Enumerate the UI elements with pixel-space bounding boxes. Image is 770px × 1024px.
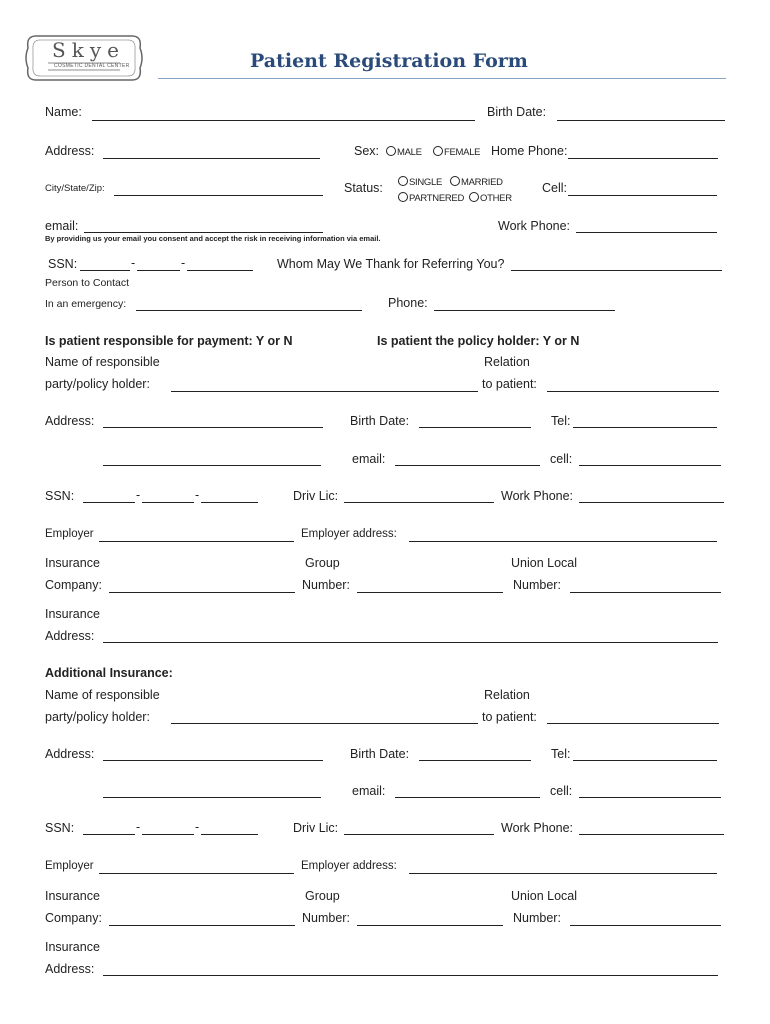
resp-group-number-field[interactable] [357,592,503,593]
responsible-name-field[interactable] [171,391,478,392]
page-title: Patient Registration Form [250,50,528,72]
ssn-dash: - [181,256,186,270]
additional-insurance-heading: Additional Insurance: [45,666,173,680]
resp-ssn-part1[interactable] [83,502,135,503]
add-email-label: email: [352,784,386,798]
city-state-zip-label: City/State/Zip: [45,183,105,194]
resp-union-number-label: Number: [513,578,561,592]
ssn-field-part3[interactable] [187,270,253,271]
resp-email-label: email: [352,452,386,466]
logo-subtext: COSMETIC DENTAL CENTER [54,63,130,69]
male-label: MALE [397,147,422,158]
email-field[interactable] [84,232,323,233]
other-label: OTHER [480,193,512,204]
add-employer-address-label: Employer address: [301,860,397,872]
add-ssn-part2[interactable] [142,834,194,835]
resp-ssn-label: SSN: [45,489,75,503]
resp-employer-field[interactable] [99,541,294,542]
responsible-name-label-2: party/policy holder: [45,377,150,391]
resp-cell-label: cell: [550,452,573,466]
female-label: FEMALE [444,147,481,158]
relation-label: Relation [484,355,530,369]
resp-group-label: Group [305,556,340,570]
emergency-contact-label: Person to Contact [45,277,130,289]
work-phone-field[interactable] [576,232,717,233]
ssn-dash: - [136,488,141,502]
add-insurance-label: Insurance [45,889,100,903]
add-insurance-address-field[interactable] [103,975,718,976]
add-employer-field[interactable] [99,873,294,874]
resp-tel-label: Tel: [551,414,571,428]
add-relation-field[interactable] [547,723,719,724]
radio-icon [433,146,443,156]
title-divider [158,78,726,79]
add-tel-label: Tel: [551,747,571,761]
relation-label-2: to patient: [482,377,537,391]
add-ssn-part3[interactable] [201,834,258,835]
add-address-field[interactable] [103,760,323,761]
city-state-zip-field[interactable] [114,195,323,196]
home-phone-label: Home Phone: [491,144,568,158]
radio-icon [469,192,479,202]
resp-work-phone-field[interactable] [579,502,724,503]
resp-insurance-label: Insurance [45,556,100,570]
status-partnered-option[interactable] [398,192,464,204]
radio-icon [450,176,460,186]
ssn-dash: - [131,256,136,270]
resp-address-field-2[interactable] [103,465,321,466]
status-single-option[interactable] [398,176,442,188]
resp-address-label: Address: [45,414,95,428]
referral-label: Whom May We Thank for Referring You? [277,257,505,271]
resp-work-phone-label: Work Phone: [501,489,574,503]
birth-date-field[interactable] [557,120,725,121]
add-union-number-label: Number: [513,911,561,925]
resp-insurance-address-field[interactable] [103,642,718,643]
ssn-dash: - [136,820,141,834]
work-phone-label: Work Phone: [498,219,571,233]
add-responsible-name-label: Name of responsible [45,688,160,702]
cell-field[interactable] [568,195,717,196]
sex-female-option[interactable] [433,146,480,158]
married-label: MARRIED [461,177,503,188]
resp-employer-address-label: Employer address: [301,528,397,540]
add-ssn-part1[interactable] [83,834,135,835]
ssn-dash: - [195,488,200,502]
resp-insurance-address-label-2: Address: [45,629,95,643]
ssn-field-part1[interactable] [80,270,130,271]
address-field[interactable] [103,158,320,159]
add-birth-date-label: Birth Date: [350,747,410,761]
add-group-label: Group [305,889,340,903]
add-insurance-address-label-2: Address: [45,962,95,976]
add-employer-label: Employer [45,860,94,872]
status-married-option[interactable] [450,176,503,188]
home-phone-field[interactable] [568,158,718,159]
resp-insurance-company-label: Company: [45,578,102,592]
resp-insurance-company-field[interactable] [109,592,295,593]
resp-employer-address-field[interactable] [409,541,717,542]
cell-label: Cell: [542,181,568,195]
add-birth-date-field[interactable] [419,760,531,761]
add-cell-field[interactable] [579,797,721,798]
radio-icon [398,192,408,202]
resp-birth-date-label: Birth Date: [350,414,410,428]
emergency-contact-field[interactable] [136,310,362,311]
relation-field[interactable] [547,391,719,392]
add-insurance-address-label: Insurance [45,940,100,954]
resp-tel-field[interactable] [573,427,717,428]
status-other-option[interactable] [469,192,512,204]
sex-male-option[interactable] [386,146,422,158]
add-driv-lic-label: Driv Lic: [293,821,339,835]
partnered-label: PARTNERED [409,193,465,204]
logo [22,28,146,88]
add-cell-label: cell: [550,784,573,798]
add-employer-address-field[interactable] [409,873,717,874]
add-work-phone-label: Work Phone: [501,821,574,835]
emergency-phone-field[interactable] [434,310,615,311]
resp-ssn-part2[interactable] [142,502,194,503]
add-tel-field[interactable] [573,760,717,761]
referral-field[interactable] [511,270,722,271]
add-responsible-name-label-2: party/policy holder: [45,710,150,724]
add-union-number-field[interactable] [570,925,721,926]
resp-ssn-part3[interactable] [201,502,258,503]
email-consent-note: By providing us your email you consent and accept the risk in receiving information via email. [45,234,381,243]
resp-insurance-address-label: Insurance [45,607,100,621]
add-insurance-company-label: Company: [45,911,102,925]
emergency-contact-label-2: In an emergency: [45,298,127,310]
add-ssn-label: SSN: [45,821,75,835]
add-group-number-field[interactable] [357,925,503,926]
policy-holder-question: Is patient the policy holder: Y or N [377,334,580,348]
add-responsible-name-field[interactable] [171,723,478,724]
resp-driv-lic-field[interactable] [344,502,494,503]
radio-icon [386,146,396,156]
ssn-dash: - [195,820,200,834]
add-address-field-2[interactable] [103,797,321,798]
add-work-phone-field[interactable] [579,834,724,835]
radio-icon [398,176,408,186]
ssn-field-part2[interactable] [137,270,180,271]
resp-group-number-label: Number: [302,578,350,592]
resp-email-field[interactable] [395,465,540,466]
resp-union-label: Union Local [511,556,578,570]
payment-responsibility-question: Is patient responsible for payment: Y or N [45,334,293,348]
resp-cell-field[interactable] [579,465,721,466]
name-field[interactable] [92,120,475,121]
add-group-number-label: Number: [302,911,350,925]
sex-label: Sex: [354,144,380,158]
add-email-field[interactable] [395,797,540,798]
add-insurance-company-field[interactable] [109,925,295,926]
logo-text: Skye [52,38,125,62]
resp-employer-label: Employer [45,528,94,540]
birth-date-label: Birth Date: [487,105,547,119]
status-label: Status: [344,181,383,195]
resp-birth-date-field[interactable] [419,427,531,428]
responsible-name-label: Name of responsible [45,355,160,369]
add-address-label: Address: [45,747,95,761]
address-label: Address: [45,144,95,158]
resp-union-number-field[interactable] [570,592,721,593]
emergency-phone-label: Phone: [388,296,428,310]
add-driv-lic-field[interactable] [344,834,494,835]
email-label: email: [45,219,79,233]
single-label: SINGLE [409,177,443,188]
name-label: Name: [45,105,82,119]
resp-address-field[interactable] [103,427,323,428]
resp-driv-lic-label: Driv Lic: [293,489,339,503]
add-union-label: Union Local [511,889,578,903]
add-relation-label: Relation [484,688,530,702]
add-relation-label-2: to patient: [482,710,537,724]
ssn-label: SSN: [48,257,78,271]
